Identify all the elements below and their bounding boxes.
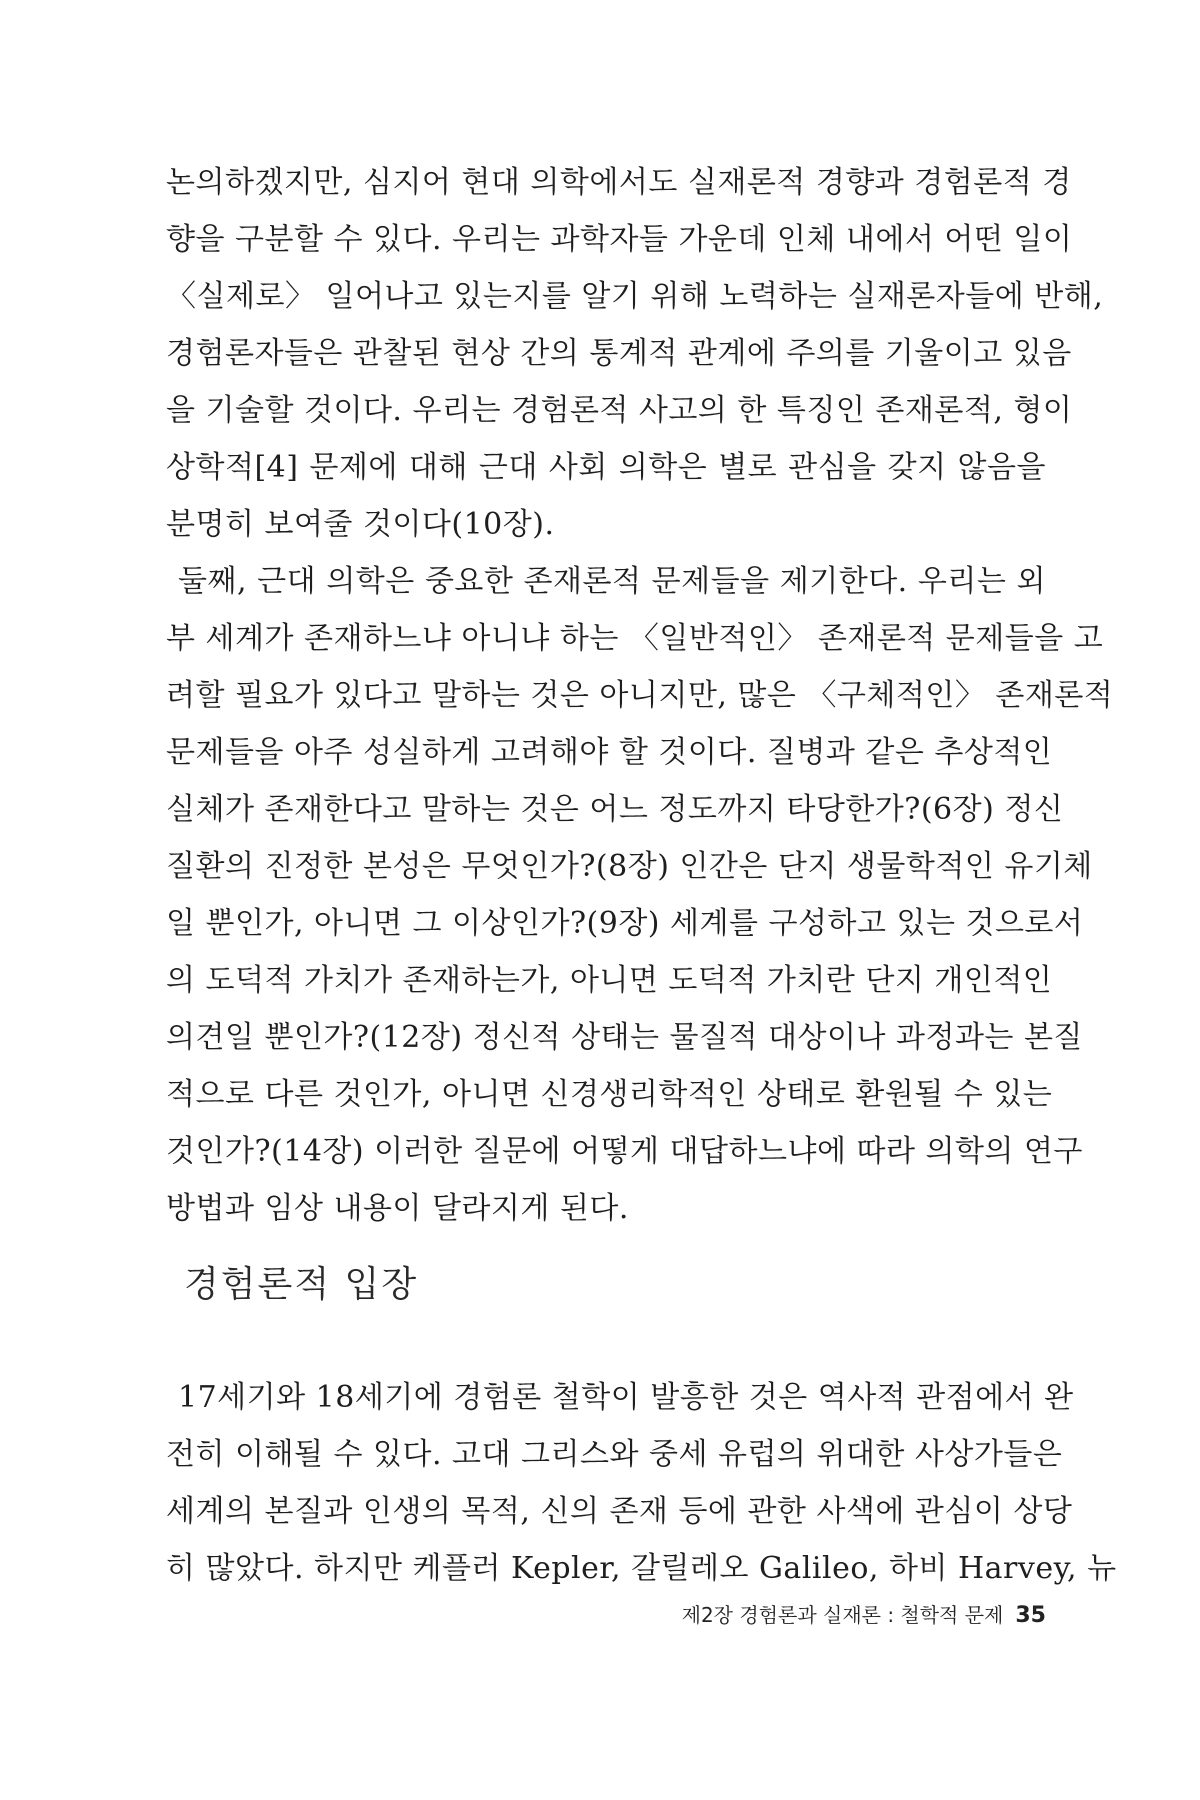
text-line: 둘째, 근대 의학은 중요한 존재론적 문제들을 제기한다. 우리는 외 bbox=[178, 564, 1046, 599]
text-line: 히 많았다. 하지만 케플러 Kepler, 갈릴레오 Galileo, 하비 Harvey, 뉴 bbox=[166, 1551, 1117, 1586]
text-line: 상학적[4] 문제에 대해 근대 사회 의학은 별로 관심을 갖지 않음을 bbox=[166, 450, 1046, 485]
text-line: 을 기술할 것이다. 우리는 경험론적 사고의 한 특징인 존재론적, 형이 bbox=[166, 393, 1073, 428]
text-line: 향을 구분할 수 있다. 우리는 과학자들 가운데 인체 내에서 어떤 일이 bbox=[166, 222, 1073, 257]
text-line: 경험론자들은 관찰된 현상 간의 통계적 관계에 주의를 기울이고 있음 bbox=[166, 336, 1072, 371]
text-line: 세계의 본질과 인생의 목적, 신의 존재 등에 관한 사색에 관심이 상당 bbox=[166, 1494, 1073, 1529]
text-line: 질환의 진정한 본성은 무엇인가?(8장) 인간은 단지 생물학적인 유기체 bbox=[166, 849, 1093, 884]
section-heading: 경험론적 입장 bbox=[184, 1264, 419, 1305]
running-footer bbox=[682, 1600, 1046, 1631]
text-line: 실체가 존재한다고 말하는 것은 어느 정도까지 타당한가?(6장) 정신 bbox=[166, 792, 1064, 827]
text-line: 논의하겠지만, 심지어 현대 의학에서도 실재론적 경향과 경험론적 경 bbox=[166, 165, 1072, 200]
text-line: 일 뿐인가, 아니면 그 이상인가?(9장) 세계를 구성하고 있는 것으로서 bbox=[166, 906, 1084, 941]
paragraph-2 bbox=[166, 553, 1114, 1237]
chapter-title: 제2장 경험론과 실재론 : 철학적 문제 bbox=[681, 1603, 1004, 1627]
page-number: 35 bbox=[1015, 1603, 1046, 1628]
text-line: 전히 이해될 수 있다. 고대 그리스와 중세 유럽의 위대한 사상가들은 bbox=[166, 1437, 1063, 1472]
paragraph-3 bbox=[166, 1369, 1117, 1597]
text-line: 방법과 임상 내용이 달라지게 된다. bbox=[166, 1191, 629, 1226]
text-line: 적으로 다른 것인가, 아니면 신경생리학적인 상태로 환원될 수 있는 bbox=[166, 1077, 1053, 1112]
text-line: 려할 필요가 있다고 말하는 것은 아니지만, 많은 〈구체적인〉 존재론적 bbox=[166, 678, 1114, 713]
text-line: 의견일 뿐인가?(12장) 정신적 상태는 물질적 대상이나 과정과는 본질 bbox=[166, 1020, 1083, 1055]
paragraph-1 bbox=[166, 154, 1104, 553]
text-line: 의 도덕적 가치가 존재하는가, 아니면 도덕적 가치란 단지 개인적인 bbox=[166, 963, 1053, 998]
text-line: 분명히 보여줄 것이다(10장). bbox=[166, 507, 555, 542]
text-line: 것인가?(14장) 이러한 질문에 어떻게 대답하느냐에 따라 의학의 연구 bbox=[166, 1134, 1083, 1169]
text-line: 부 세계가 존재하느냐 아니냐 하는 〈일반적인〉 존재론적 문제들을 고 bbox=[166, 621, 1104, 656]
text-line: 17세기와 18세기에 경험론 철학이 발흥한 것은 역사적 관점에서 완 bbox=[178, 1380, 1074, 1415]
text-line: 문제들을 아주 성실하게 고려해야 할 것이다. 질병과 같은 추상적인 bbox=[166, 735, 1053, 770]
text-line: 〈실제로〉 일어나고 있는지를 알기 위해 노력하는 실재론자들에 반해, bbox=[166, 279, 1104, 314]
